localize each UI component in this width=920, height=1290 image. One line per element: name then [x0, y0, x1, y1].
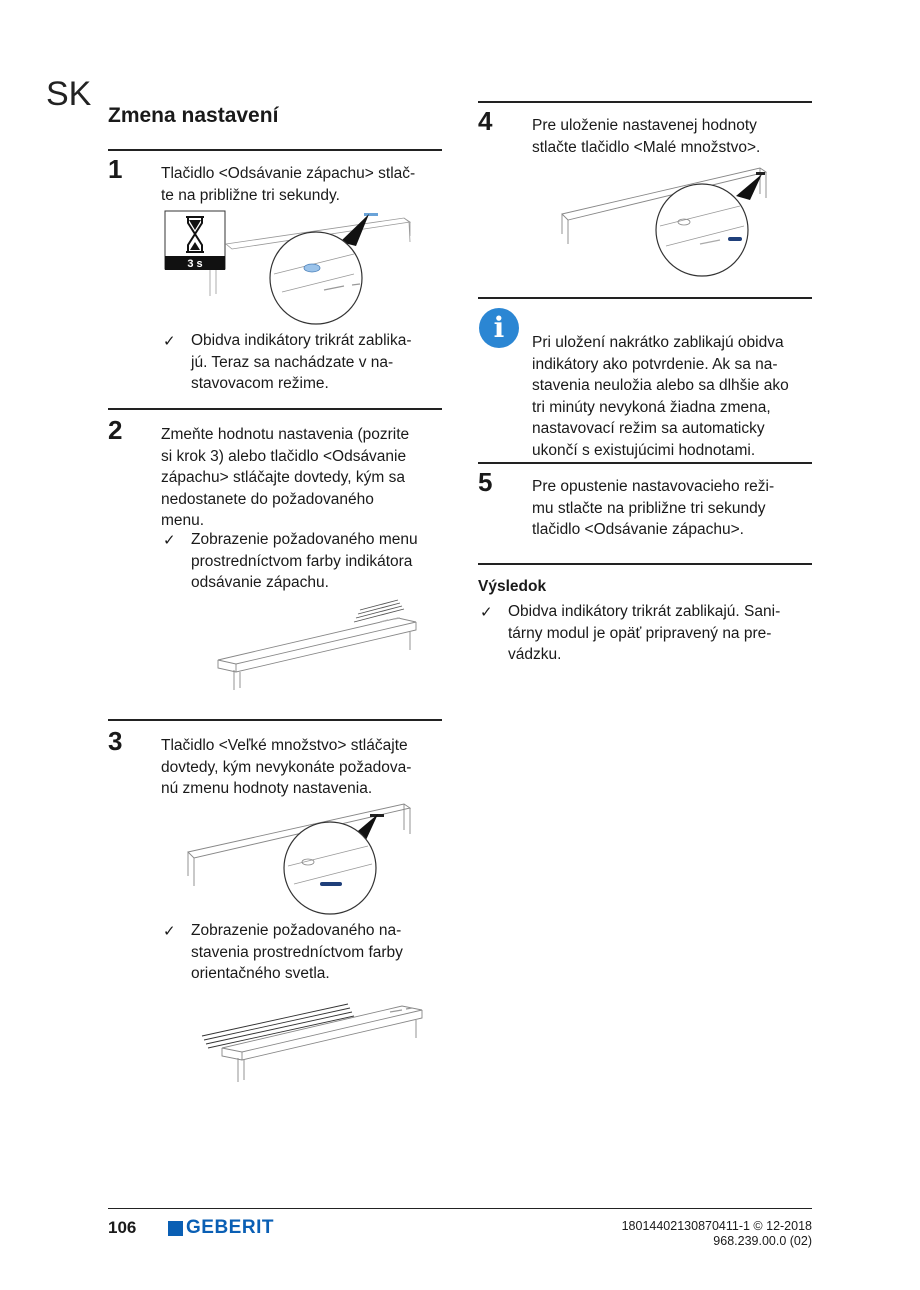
illustration-step-2 [210, 592, 430, 692]
divider [478, 563, 812, 565]
step-number: 3 [108, 726, 123, 756]
info-text: Pri uložení nakrátko zablikajú obidva indikátory ako potvrdenie. Ak sa na- stavenia neuložia alebo sa dlhšie ako tri minúty nevykoná žiadna zmena, nastavovací režim sa automaticky ukončí s existujúcimi hodnotami. [532, 334, 789, 459]
footer-divider [108, 1208, 812, 1209]
logo-square-icon [168, 1221, 183, 1236]
step-number: 5 [478, 467, 493, 497]
language-code: SK [46, 75, 92, 113]
step-number: 2 [108, 415, 123, 445]
brand-name: GEBERIT [186, 1217, 274, 1238]
document-id: 18014402130870411-1 © 12-2018 [621, 1219, 812, 1233]
page-number: 106 [108, 1218, 137, 1237]
check-text: Zobrazenie požadovaného menu prostredníctvom farby indikátora odsávanie zápachu. [191, 531, 418, 591]
illustration-step-4 [560, 158, 790, 284]
page-title: Zmena nastavení [108, 104, 279, 127]
step-text: Pre uloženie nastavenej hodnoty stlačte tlačidlo <Malé množstvo>. [532, 117, 761, 156]
check-text: Zobrazenie požadovaného na- stavenia prostredníctvom farby orientačného svetla. [191, 922, 403, 982]
check-icon: ✓ [163, 923, 176, 940]
divider [108, 408, 442, 410]
divider [478, 297, 812, 299]
result-text: Obidva indikátory trikrát zablikajú. Sani- tárny modul je opäť pripravený na pre- vádzku. [508, 603, 781, 663]
step-text: Tlačidlo <Odsávanie zápachu> stlač- te na približne tri sekundy. [161, 165, 416, 204]
timer-label: 3 s [187, 258, 203, 270]
step-number: 4 [478, 106, 493, 136]
check-icon: ✓ [163, 532, 176, 549]
illustration-step-1 [164, 206, 428, 326]
check-icon: ✓ [480, 604, 493, 621]
check-text: Obidva indikátory trikrát zablika- jú. Teraz sa nachádzate v na- stavovacom režime. [191, 332, 412, 392]
illustration-step-3b [198, 990, 428, 1086]
divider [108, 149, 442, 151]
divider [108, 719, 442, 721]
divider [478, 462, 812, 464]
step-text: Tlačidlo <Veľké množstvo> stláčajte dovtedy, kým nevykonáte požadova- nú zmenu hodnoty nastavenia. [161, 737, 412, 797]
divider [478, 101, 812, 103]
step-text: Zmeňte hodnotu nastavenia (pozrite si krok 3) alebo tlačidlo <Odsávanie zápachu> stláčajte dovtedy, kým sa nedostanete do požadovaného menu. [161, 426, 410, 529]
brand-logo [168, 1217, 274, 1239]
document-code: 968.239.00.0 (02) [713, 1234, 812, 1248]
info-icon: i [479, 308, 519, 348]
check-icon: ✓ [163, 333, 176, 350]
step-text: Pre opustenie nastavovacieho reži- mu stlačte na približne tri sekundy tlačidlo <Odsávanie zápachu>. [532, 478, 775, 538]
result-heading: Výsledok [478, 578, 547, 595]
step-number: 1 [108, 154, 123, 184]
illustration-step-3 [184, 800, 424, 916]
